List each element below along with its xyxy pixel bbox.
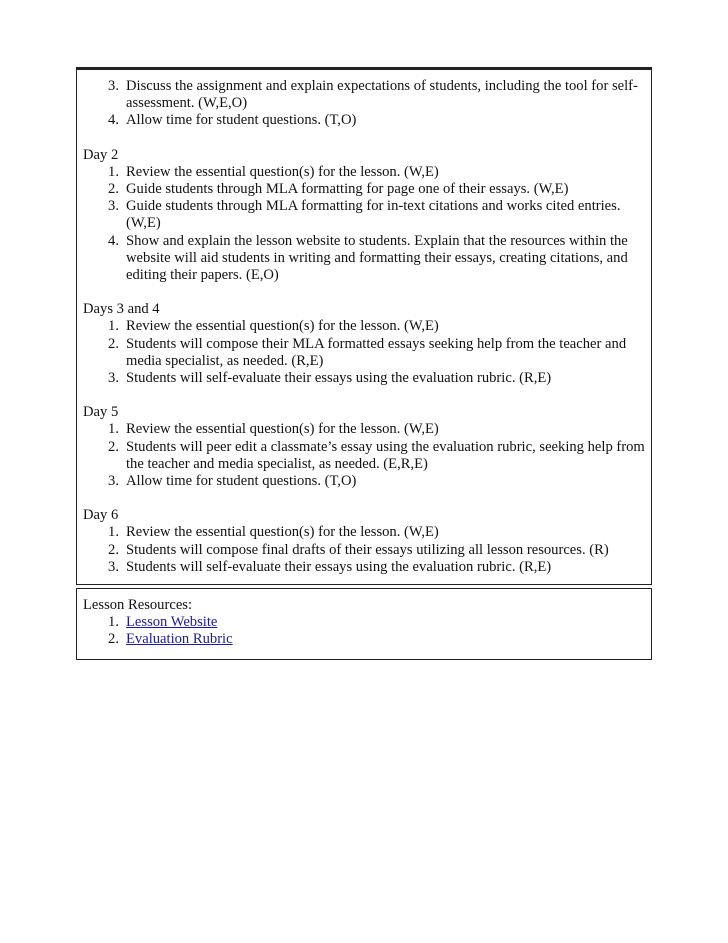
continued-group [83,78,645,130]
list-item [83,439,645,473]
item-text: Students will self-evaluate their essays using the evaluation rubric. (R,E) [126,370,552,387]
day-heading: Day 6 [83,507,119,524]
lesson-website-link[interactable]: Lesson Website [126,614,218,631]
day-list [83,524,645,576]
item-text: Guide students through MLA formatting for page one of their essays. (W,E) [126,181,569,198]
list-item [83,198,645,232]
item-number: 1. [108,318,119,335]
procedures-cell [76,67,652,584]
item-text: Discuss the assignment and explain expectations of students, including the tool for self-assessment. (W,E,O) [126,78,638,112]
item-number: 2. [108,438,119,455]
item-text: Review the essential question(s) for the lesson. (W,E) [126,163,439,180]
list-item [83,542,645,559]
item-text: Show and explain the lesson website to students. Explain that the resources within the website will aid students in writing and formatting their essays, creating citations, and editing their papers. (E,O) [126,232,628,284]
day-list [83,318,645,387]
day-heading: Days 3 and 4 [83,301,160,318]
day-group-day-5 [83,404,645,490]
item-text: Students will self-evaluate their essays using the evaluation rubric. (R,E) [126,558,552,575]
day-list [83,421,645,490]
item-text: Review the essential question(s) for the lesson. (W,E) [126,524,439,541]
item-number: 2. [108,335,119,352]
day-list [83,164,645,284]
list-item [83,336,645,370]
resources-heading: Lesson Resources: [83,597,193,614]
item-number: 2. [108,181,119,198]
item-number: 1. [108,614,119,631]
list-item [83,318,645,335]
item-number: 3. [108,473,119,490]
list-item [83,233,645,285]
item-text: Students will compose their MLA formatted essays seeking help from the teacher and media specialist, as needed. (R,E) [126,335,627,369]
item-number: 4. [108,112,119,129]
day-group-day-6 [83,507,645,576]
resources-list [83,614,645,648]
list-item [83,181,645,198]
evaluation-rubric-link[interactable]: Evaluation Rubric [126,631,233,648]
day-heading: Day 5 [83,404,119,421]
item-number: 3. [108,198,119,215]
item-number: 1. [108,163,119,180]
list-item [83,524,645,541]
item-text: Students will compose final drafts of their essays utilizing all lesson resources. (R) [126,541,609,558]
list-item [83,164,645,181]
item-text: Allow time for student questions. (T,O) [126,473,357,490]
day-group-days-3-4 [83,301,645,387]
item-number: 2. [108,541,119,558]
item-text: Students will peer edit a classmate’s essay using the evaluation rubric, seeking help from the teacher and media specialist, as needed. (E,R,E) [126,438,645,472]
list-item [83,112,645,129]
list-item [83,370,645,387]
item-number: 3. [108,78,119,94]
item-number: 4. [108,232,119,249]
item-text: Review the essential question(s) for the lesson. (W,E) [126,421,439,438]
resources-cell [76,589,652,660]
item-text: Allow time for student questions. (T,O) [126,112,357,129]
item-number: 3. [108,558,119,575]
list-item [83,614,645,631]
list-item [83,631,645,648]
list-item [83,421,645,438]
item-number: 1. [108,524,119,541]
list-item [83,473,645,490]
lesson-table [76,67,652,660]
item-number: 2. [108,631,119,648]
list-item [83,559,645,576]
continued-list [83,78,645,130]
item-text: Review the essential question(s) for the lesson. (W,E) [126,318,439,335]
list-item [83,78,645,112]
item-text: Guide students through MLA formatting for in-text citations and works cited entries. (W,E) [126,198,621,232]
day-heading: Day 2 [83,146,119,163]
item-number: 3. [108,370,119,387]
day-group-day-2 [83,147,645,285]
item-number: 1. [108,421,119,438]
